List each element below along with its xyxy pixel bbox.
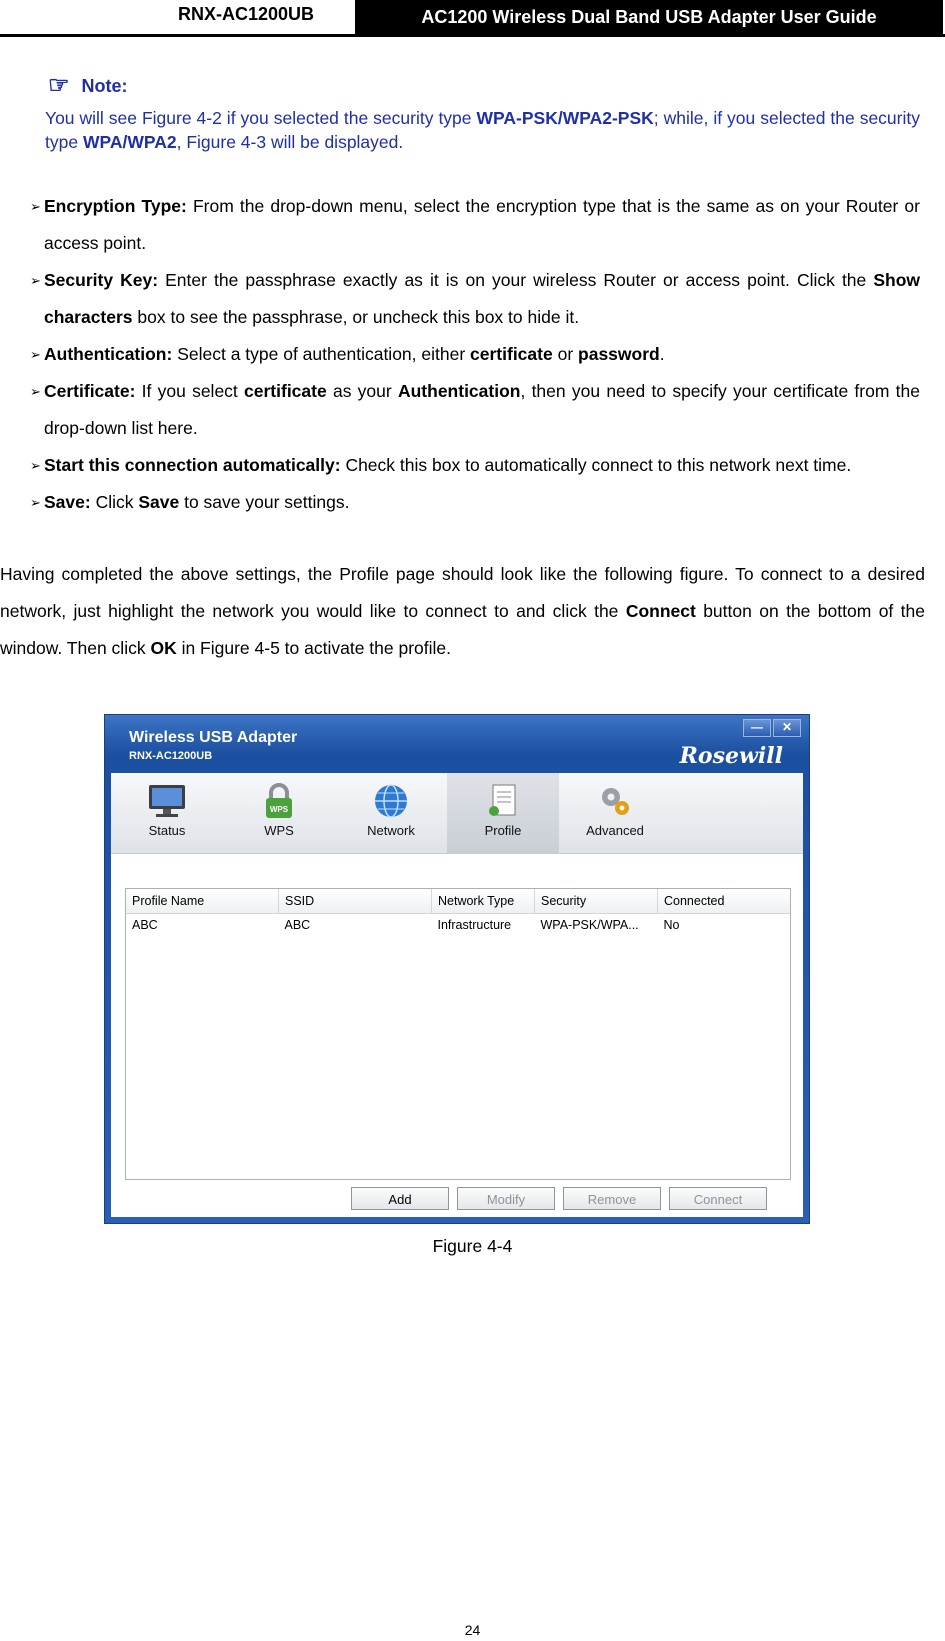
cell-connected: No (663, 918, 680, 932)
note-heading: Note: (81, 75, 128, 96)
profile-table (125, 888, 791, 1180)
window-subtitle: RNX-AC1200UB (129, 750, 213, 762)
column-network-type[interactable]: Network Type (432, 889, 535, 914)
tab-profile[interactable]: Profile (447, 773, 559, 853)
document-gear-icon (481, 781, 525, 821)
tab-wps[interactable]: WPS WPS (223, 773, 335, 853)
header-rule (0, 34, 945, 37)
action-buttons (351, 1187, 775, 1210)
bullet-certificate: ➢ Certificate: If you select certificate as your Authentication, then you need to specify your certificate from the drop-down list here. (0, 373, 920, 447)
column-ssid[interactable]: SSID (279, 889, 432, 914)
window-controls (741, 719, 801, 737)
arrow-bullet-icon: ➢ (30, 458, 41, 473)
globe-icon (369, 781, 413, 821)
bullet-security-key: ➢ Security Key: Enter the passphrase exactly as it is on your wireless Router or access point. Click the Show characters box to see the passphrase, or uncheck this box to hide it. (0, 262, 920, 336)
bullet-list (0, 188, 945, 521)
table-header-row (126, 889, 790, 914)
column-profile-name[interactable]: Profile Name (126, 889, 279, 914)
column-security[interactable]: Security (535, 889, 658, 914)
gears-icon (593, 781, 637, 821)
table-row[interactable] (126, 914, 790, 937)
add-button[interactable]: Add (351, 1187, 449, 1210)
bullet-save: ➢ Save: Click Save to save your settings. (0, 484, 920, 521)
cell-network-type: Infrastructure (437, 918, 512, 932)
arrow-bullet-icon: ➢ (30, 495, 41, 510)
figure-caption: Figure 4-4 (432, 1236, 513, 1256)
page-number: 24 (464, 1622, 481, 1638)
tab-network[interactable]: Network (335, 773, 447, 853)
utility-window (104, 714, 810, 1224)
window-title: Wireless USB Adapter (129, 729, 298, 746)
tab-status[interactable]: Status (111, 773, 223, 853)
remove-button[interactable]: Remove (563, 1187, 661, 1210)
cell-profile-name: ABC (132, 918, 158, 932)
close-button[interactable]: ✕ (773, 719, 801, 737)
toolbar (111, 773, 803, 854)
wps-badge-text: WPS (269, 805, 289, 814)
note-box (45, 74, 920, 154)
arrow-bullet-icon: ➢ (30, 273, 41, 288)
note-text: You will see Figure 4-2 if you selected the security type WPA-PSK/WPA2-PSK; while, if you selected the security type WPA/WPA2, Figure 4-3 will be displayed. (45, 108, 920, 152)
tab-advanced[interactable]: Advanced (559, 773, 671, 853)
cell-security: WPA-PSK/WPA... (540, 918, 639, 932)
arrow-bullet-icon: ➢ (30, 384, 41, 399)
rosewill-logo: Rosewill (679, 743, 783, 769)
arrow-bullet-icon: ➢ (30, 347, 41, 362)
header-model: RNX-AC1200UB (178, 4, 315, 24)
minimize-button[interactable]: — (743, 719, 771, 737)
header-title: AC1200 Wireless Dual Band USB Adapter User Guide (355, 0, 943, 34)
cell-ssid: ABC (284, 918, 311, 932)
body-paragraph: Having completed the above settings, the Profile page should look like the following figure. To connect to a desired network, just highlight the network you would like to connect to and click the Connect button on the bottom of the window. Then click OK in Figure 4-5 to activate the profile. (0, 564, 925, 658)
column-connected[interactable]: Connected (658, 889, 791, 914)
page-header (0, 0, 945, 38)
pointing-hand-icon: ☞ (48, 72, 70, 99)
monitor-icon (145, 781, 189, 821)
modify-button[interactable]: Modify (457, 1187, 555, 1210)
lock-icon (257, 781, 301, 821)
arrow-bullet-icon: ➢ (30, 199, 41, 214)
bullet-start-automatically: ➢ Start this connection automatically: Check this box to automatically connect to this network next time. (0, 447, 920, 484)
connect-button[interactable]: Connect (669, 1187, 767, 1210)
bullet-encryption-type: ➢ Encryption Type: From the drop-down menu, select the encryption type that is the same as on your Router or access point. (0, 188, 920, 262)
bullet-authentication: ➢ Authentication: Select a type of authentication, either certificate or password. (0, 336, 920, 373)
window-body (111, 773, 803, 1217)
